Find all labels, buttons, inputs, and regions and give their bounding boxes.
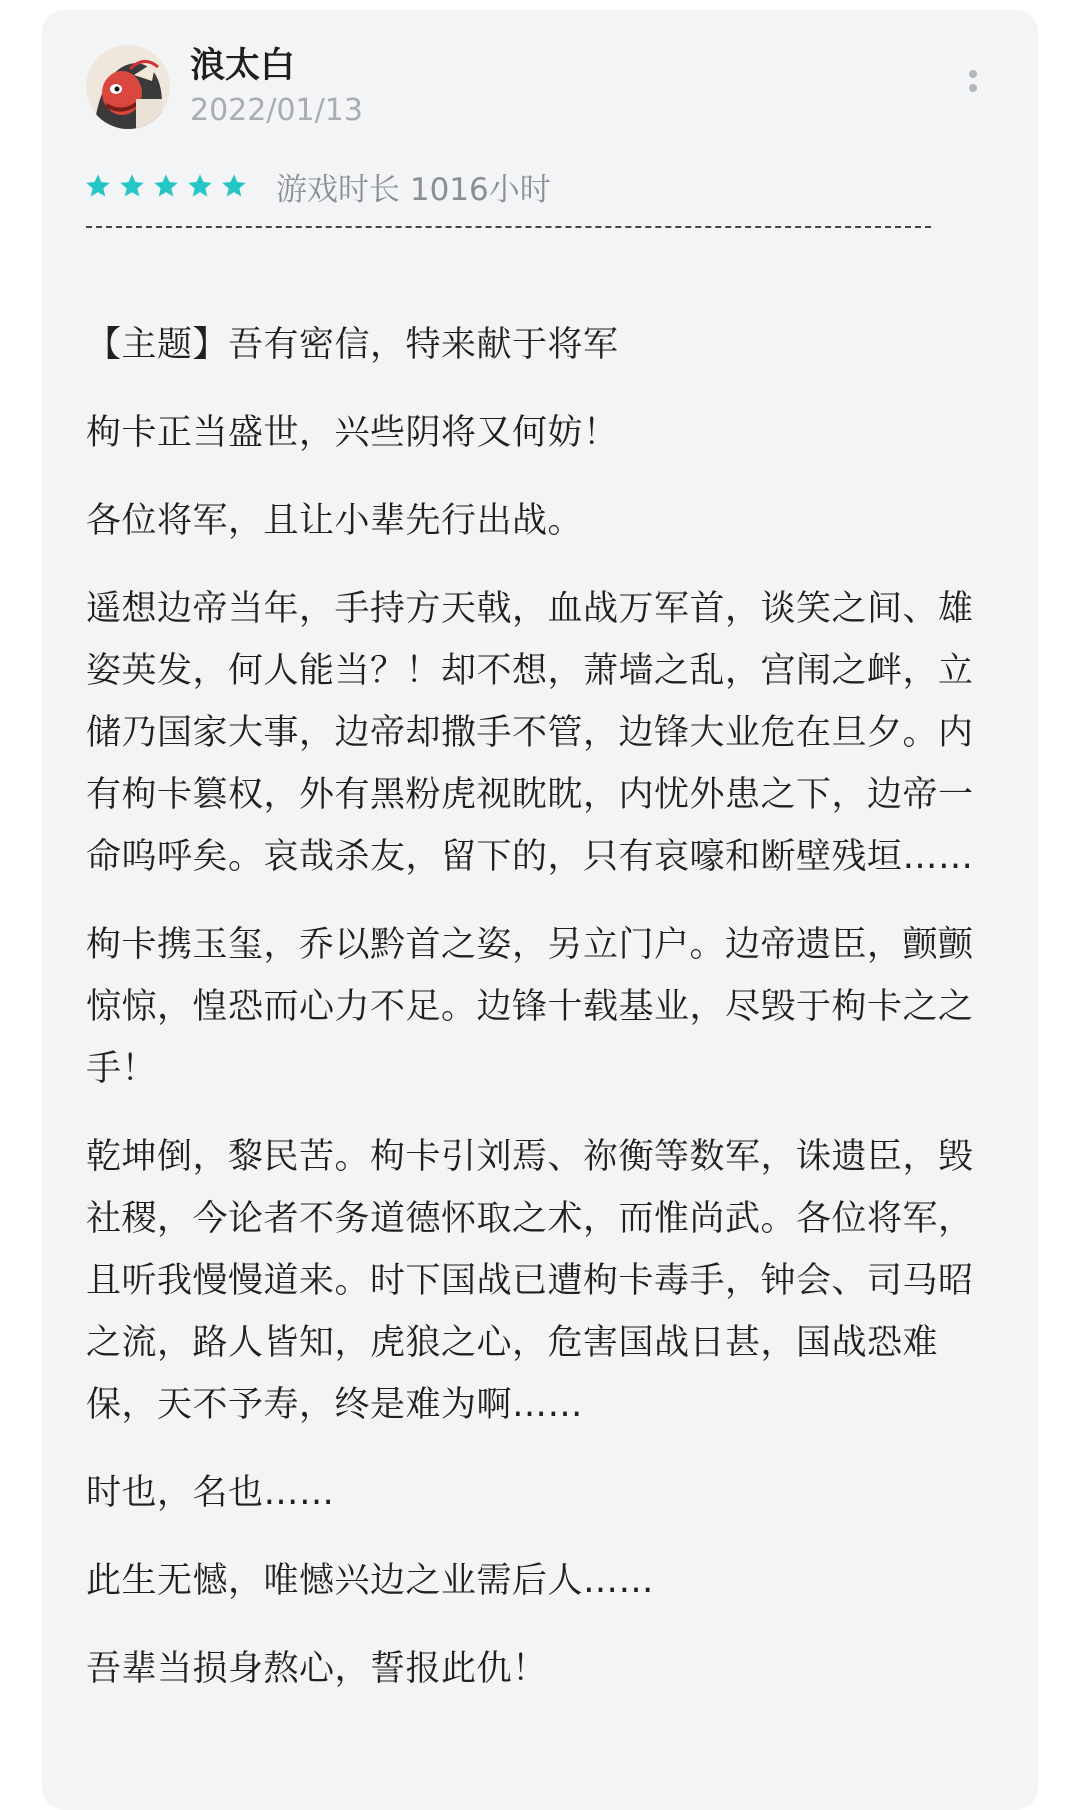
review-paragraph: 各位将军，且让小辈先行出战。: [86, 501, 584, 541]
star-icon: [220, 172, 248, 200]
avatar[interactable]: [86, 45, 170, 129]
review-paragraph: 乾坤倒，黎民苦。枸卡引刘焉、祢衡等数军，诛遗臣，毁社稷，今论者不务道德怀取之术，而惟尚武。各位将军，且听我慢慢道来。时下国战已遭枸卡毒手，钟会、司马昭之流，路人皆知，虎狼之心，危害国战日甚，国战恐难保，天不予寿，终是难为啊……: [86, 1137, 974, 1425]
star-icon: [118, 172, 146, 200]
review-paragraph: 枸卡携玉玺，乔以黔首之姿，另立门户。边帝遗臣，颤颤惊惊，惶恐而心力不足。边锋十载基业，尽毁于枸卡之之手！: [86, 925, 974, 1089]
more-vertical-icon: [969, 70, 977, 78]
star-icon: [152, 172, 180, 200]
star-icon: [84, 172, 112, 200]
star-icon: [186, 172, 214, 200]
review-content: [86, 314, 978, 1726]
rating-row: [84, 164, 551, 208]
review-date: 2022/01/13: [190, 93, 363, 128]
review-paragraph: 遥想边帝当年，手持方天戟，血战万军首，谈笑之间、雄姿英发，何人能当？！却不想，萧墙之乱，宫闱之衅，立储乃国家大事，边帝却撒手不管，边锋大业危在旦夕。内有枸卡篡权，外有黑粉虎视眈眈，内忧外患之下，边帝一命呜呼矣。哀哉杀友，留下的，只有哀嚎和断壁残垣……: [86, 589, 974, 877]
more-options-button[interactable]: [958, 70, 988, 110]
review-paragraph: 时也，名也……: [86, 1473, 335, 1513]
divider: [86, 226, 931, 228]
star-rating: [84, 172, 248, 200]
review-paragraph: 枸卡正当盛世，兴些阴将又何妨！: [86, 413, 619, 453]
playtime-label: 游戏时长 1016小时: [276, 171, 551, 208]
review-paragraph: 【主题】吾有密信，特来献于将军: [86, 325, 619, 365]
review-paragraph: 此生无憾，唯憾兴边之业需后人……: [86, 1561, 655, 1601]
more-vertical-icon-dot: [969, 84, 977, 92]
review-paragraph: 吾辈当损身熬心，誓报此仇！: [86, 1649, 548, 1689]
username[interactable]: 浪太白: [190, 46, 296, 86]
